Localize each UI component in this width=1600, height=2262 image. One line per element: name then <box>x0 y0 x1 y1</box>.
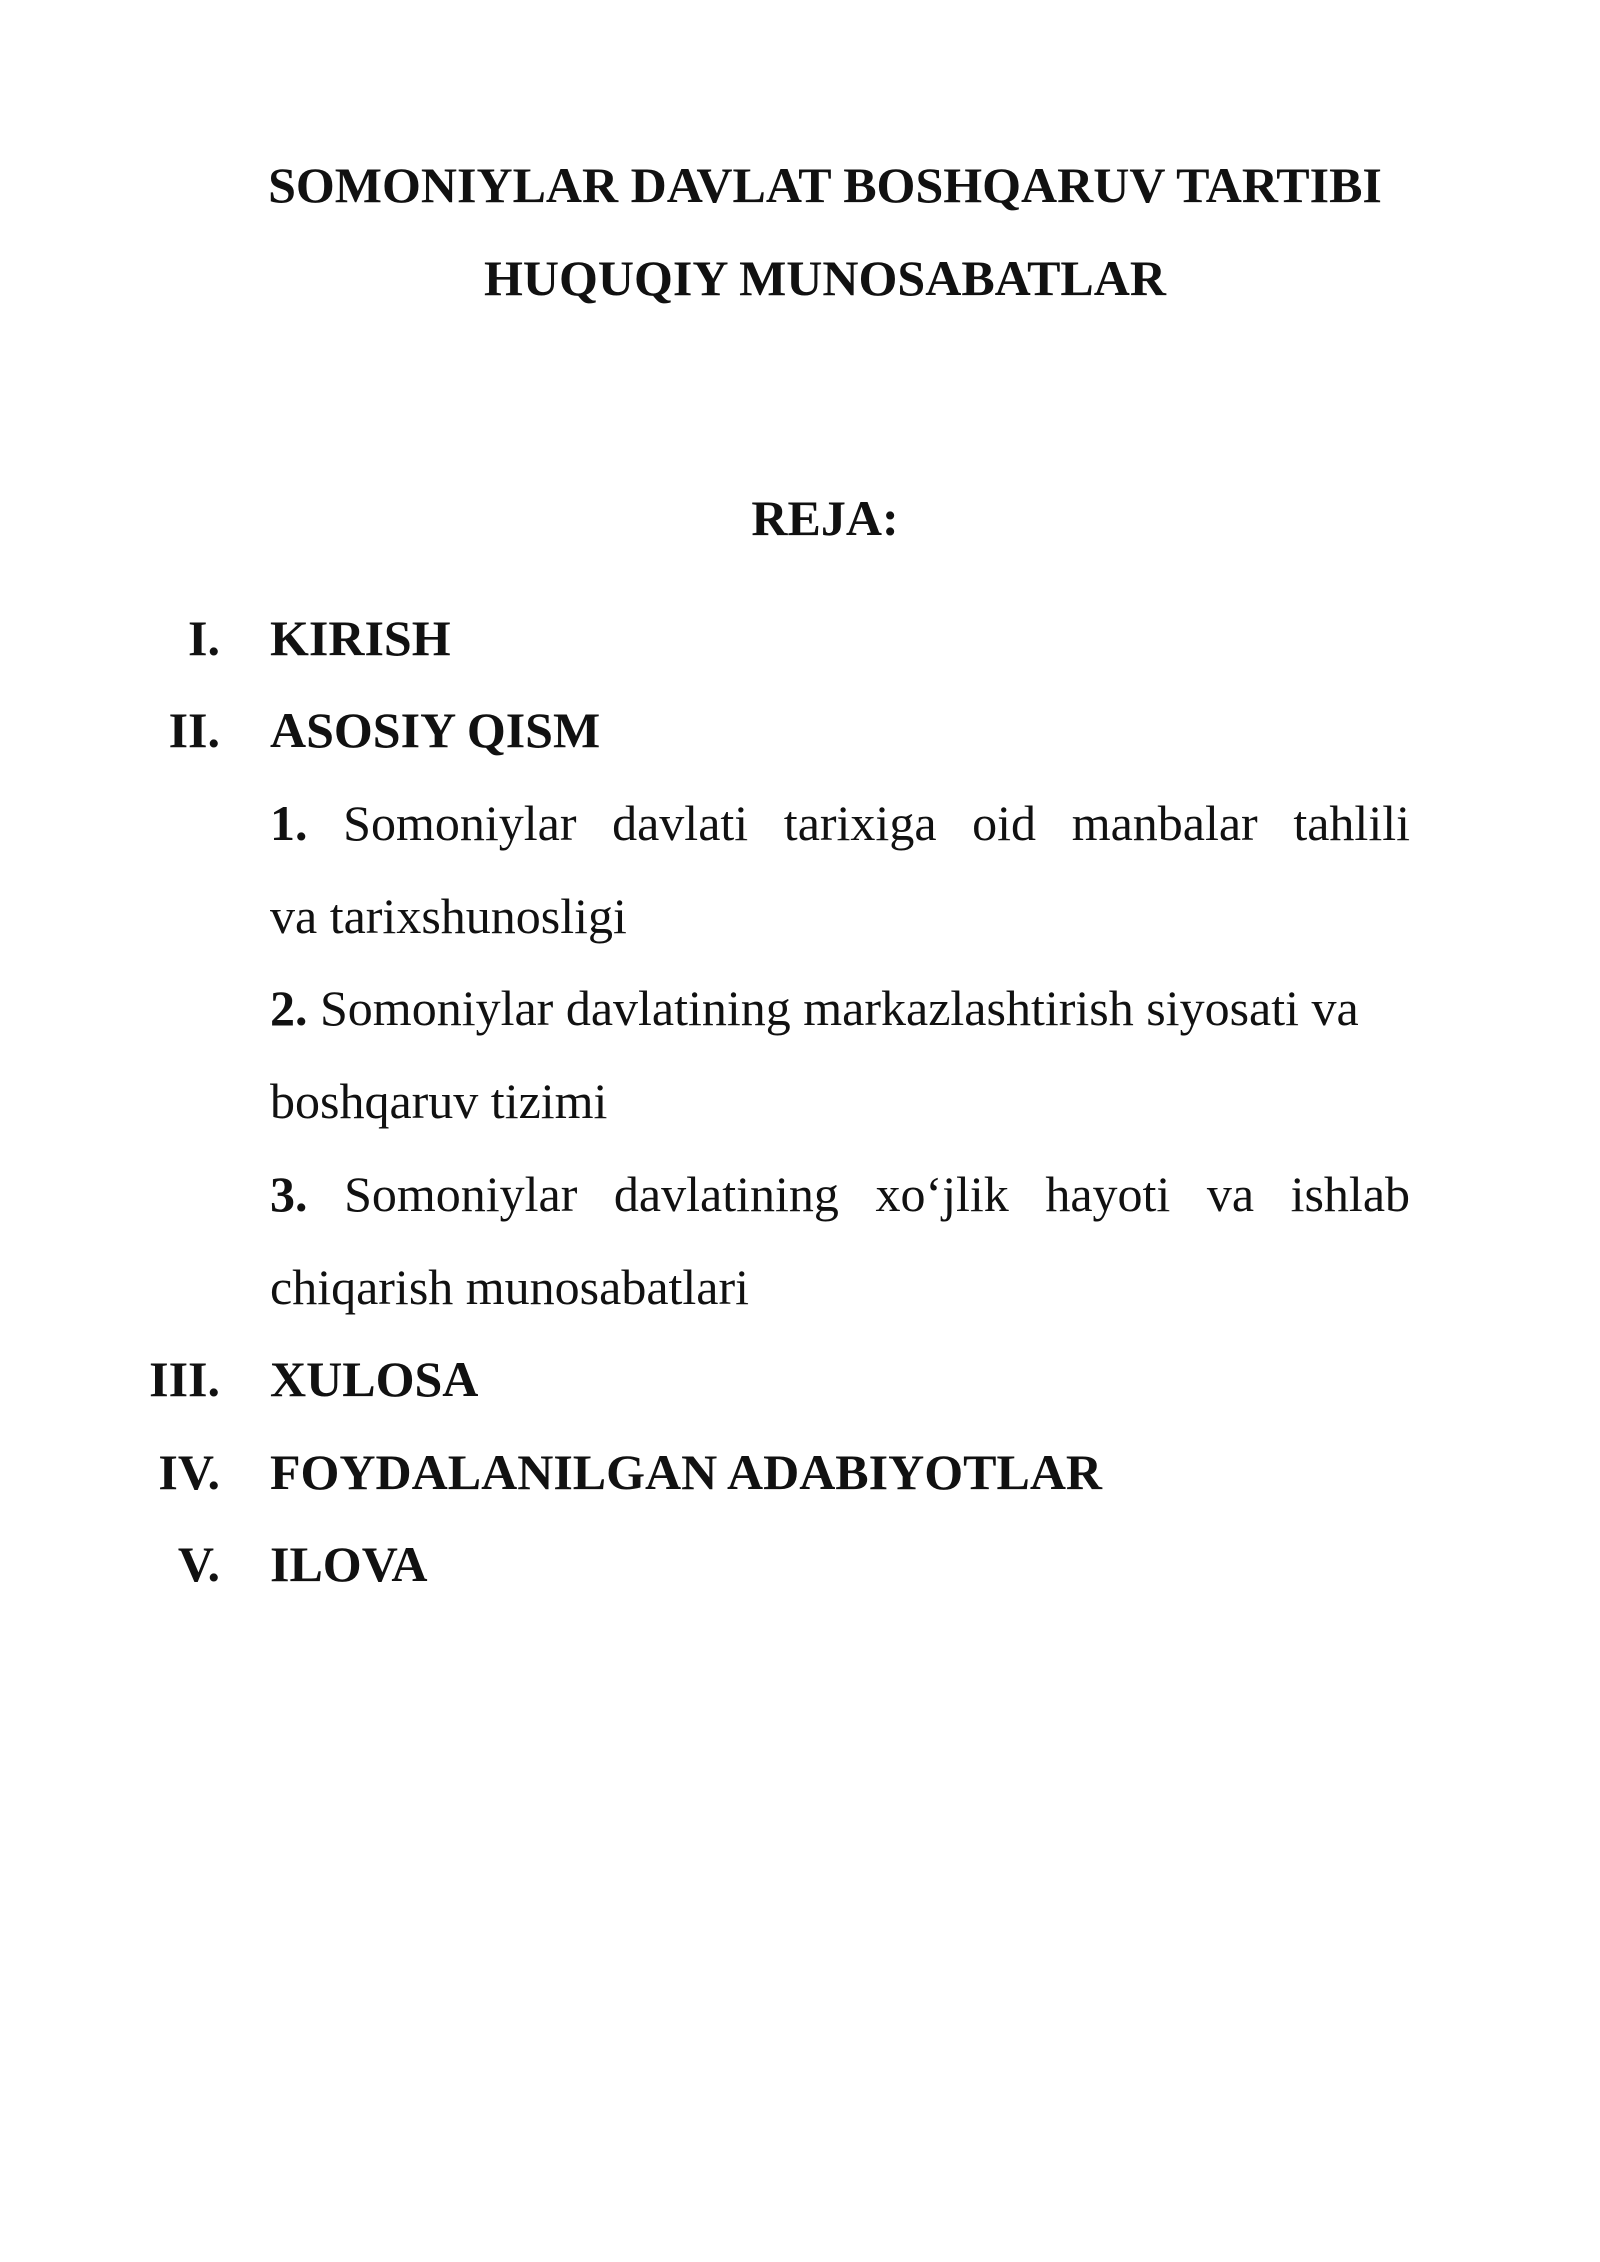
subitem-2-text-line-2: boshqaruv tizimi <box>270 1073 608 1129</box>
subitem-3-text-line-2: chiqarish munosabatlari <box>270 1259 750 1315</box>
subitem-1-line-1 <box>270 793 1410 853</box>
subitem-3-line-1 <box>270 1164 1410 1224</box>
plan-item-label-2: ASOSIY QISM <box>270 702 601 758</box>
subitem-1-text-line-1: Somoniylar davlati tarixiga oid manbalar tahlili <box>343 795 1410 851</box>
subitem-1-number: 1. <box>270 795 308 851</box>
plan-item-label-1: KIRISH <box>270 610 451 666</box>
plan-item-label-4: FOYDALANILGAN ADABIYOTLAR <box>270 1444 1103 1500</box>
plan-heading: REJA: <box>751 490 899 546</box>
subitem-2-line-1 <box>270 978 1359 1038</box>
plan-item-numeral-2: II. <box>168 702 220 758</box>
plan-item-numeral-3: III. <box>149 1351 220 1407</box>
subitem-3-number: 3. <box>270 1166 308 1222</box>
plan-item-label-3: XULOSA <box>270 1351 479 1407</box>
subitem-3-text-line-1: Somoniylar davlatining xo‘jlik hayoti va ishlab <box>344 1166 1411 1222</box>
document-title-line-2: HUQUQIY MUNOSABATLAR <box>484 250 1166 306</box>
plan-item-numeral-1: I. <box>188 610 220 666</box>
plan-item-numeral-5: V. <box>177 1536 220 1592</box>
subitem-1-text-line-2: va tarixshunosligi <box>270 888 627 944</box>
subitem-2-number: 2. <box>270 980 308 1036</box>
subitem-2-text-line-1: Somoniylar davlatining markazlashtirish siyosati va <box>320 980 1359 1036</box>
document-title-line-1: SOMONIYLAR DAVLAT BOSHQARUV TARTIBI <box>268 157 1382 213</box>
plan-item-label-5: ILOVA <box>270 1536 428 1592</box>
plan-item-numeral-4: IV. <box>158 1444 220 1500</box>
